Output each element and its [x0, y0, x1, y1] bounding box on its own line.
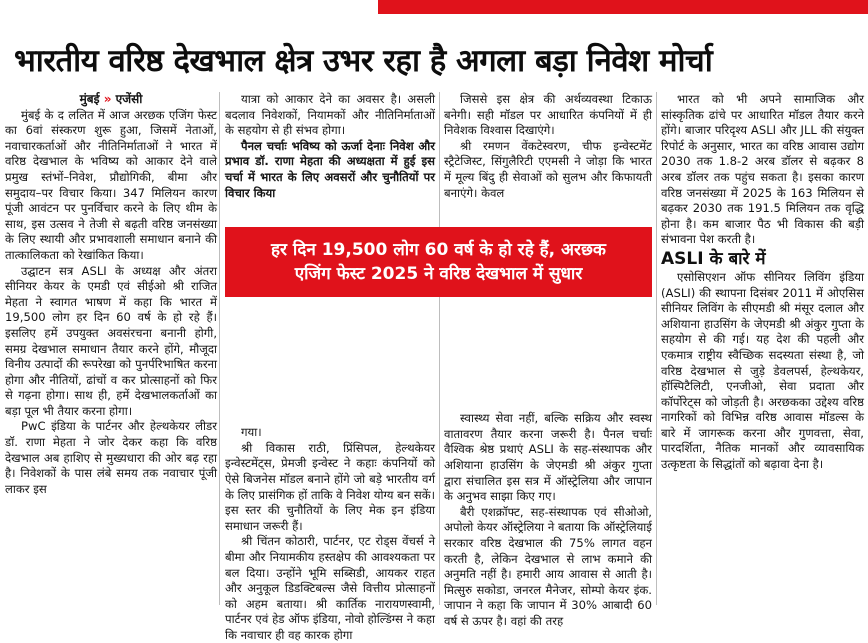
paragraph: यात्रा को आकार देने का अवसर है। असली बदलाव निवेशकों, नियामकों और नीतिनिर्माताओं के सहयोग से ही संभव होगा। — [225, 92, 435, 138]
paragraph: PwC इंडिया के पार्टनर और हेल्थकेयर लीडर डॉ. राणा मेहता ने जोर देकर कहा कि वरिष्ठ देखभाल अब हाशिए से मुख्यधारा की ओर बढ़ रहा है। निवेशकों के पास लंबे समय तक नवाचार पूंजी लाकर इस — [5, 419, 217, 496]
paragraph: मुंबई के द ललित में आज अरछक एजिंग फेस्ट का 6वां संस्करण शुरू हुआ, जिसमें नेताओं, नवाचारकर्ताओं और नीतिनिर्माताओं ने भारत में वरिष्ठ देखभाल के भविष्य को आकार देने वाले प्रमुख स्तंभों–निवेश, प्रौद्योगिकी, बीमा और समुदाय–पर विचार किया। 347 मिलियन कारण पूंजी आवंटन पर पुनर्विचार करने के लिए थीम के साथ, इस उत्सव ने तेजी से बढ़ती वरिष्ठ जनसंख्या के लिए स्थायी और प्रभावशाली समाधान बनाने की तात्कालिकता को रेखांकित किया। — [5, 107, 217, 262]
banner-line-1: हर दिन 19,500 लोग 60 वर्ष के हो रहे हैं, अरछक — [271, 240, 606, 260]
banner-line-2: एजिंग फेस्ट 2025 ने वरिष्ठ देखभाल में सुधार — [294, 264, 583, 284]
paragraph: एसोसिएशन ऑफ सीनियर लिविंग इंडिया (ASLI) की स्थापना दिसंबर 2011 में ओएसिस सीनियर लिविंग के सीएमडी श्री मंसूर दलाल और अशियाना हाउसिंग के जेएमडी श्री अंकुर गुप्ता के सहयोग से की गई। यह देश की पहली और एकमात्र राष्ट्रीय स्वैच्छिक सदस्यता संस्था है, जो वरिष्ठ देखभाल से जुड़े डेवलपर्स, हेल्थकेयर, हॉस्पिटैलिटी, एनजीओ, सेवा प्रदाता और कॉर्पोरेट्स को जोड़ती है। अरछकका उद्देश्य वरिष्ठ नागरिकों को विभिन्न वरिष्ठ आवास मॉडल्स के बारे में जागरूक करना और गुणवत्ता, सेवा, पारदर्शिता, नैतिक मानकों और व्यावसायिक उत्कृष्टता के सिद्धांतों को बढ़ावा देना है। — [661, 269, 864, 472]
paragraph: गया। — [241, 425, 262, 440]
byline — [5, 92, 217, 108]
paragraph: भारत को भी अपने सामाजिक और सांस्कृतिक ढांचे पर आधारित मॉडल तैयार करने होंगे। बाजार परिदृश्य ASLI और JLL की संयुक्त रिपोर्ट के अनुसार, भारत का वरिष्ठ आवास उद्योग 2030 तक 1.8-2 अरब डॉलर से बढ़कर 8 अरब डॉलर तक पहुंच सकता है। इसका कारण वरिष्ठ जनसंख्या में 2025 के 163 मिलियन से बढ़कर 2030 तक 191.5 मिलियन तक वृद्धि होना है। कम बाजार पैठ भी विकास की बड़ी संभावना पेश करती है। — [661, 92, 864, 247]
byline-agency: एजेंसी — [115, 92, 143, 106]
paragraph: पैनल चर्चाः भविष्य को ऊर्जा देनाः निवेश और प्रभाव डॉ. राणा मेहता की अध्यक्षता में हुई इस चर्चा में भारत के लिए अवसरों और चुनौतियों पर विचार किया — [225, 138, 435, 200]
paragraph: उद्घाटन सत्र ASLI के अध्यक्ष और अंतरा सीनियर केयर के एमडी एवं सीईओ श्री राजित मेहता ने स्वागत भाषण में कहा कि भारत में 19,500 लोग हर दिन 60 वर्ष के हो रहे हैं। इसलिए हमें उपयुक्त अवसंरचना बनानी होगी, समग्र देखभाल समाधान तैयार करने होंगे, मौजूदा विनीय उत्पादों की रूपरेखा को पुनर्परिभाषित करना होगा और नीतियों, ढांचों व कर प्रोत्साहनों को फिर से गढ़ना होगा। साथ ही, हमें देखभालकर्ताओं का बड़ा पूल भी तैयार करना होगा। — [5, 263, 217, 418]
paragraph: स्वास्थ्य सेवा नहीं, बल्कि सक्रिय और स्वस्थ वातावरण तैयार करना जरूरी है। पैनल चर्चाः वैश्विक श्रेष्ठ प्रथाएं ASLI के सह-संस्थापक और अशियाना हाउसिंग के जेएमडी श्री अंकुर गुप्ता द्वारा संचालित इस सत्र में ऑस्ट्रेलिया और जापान के अनुभव साझा किए गए। — [444, 411, 652, 504]
paragraph: बैरी एशक्रॉफ्ट, सह-संस्थापक एवं सीओओ, अपोलो केयर ऑस्ट्रेलिया ने बताया कि ऑस्ट्रेलियाई सरकार वरिष्ठ देखभाल की 75% लागत वहन करती है, लेकिन देखभाल से लाभ कमाने की अनुमति नहीं है। हमारी आय आवास से आती है। मित्सुरु सकोडा, जनरल मैनेजर, सोम्पो केयर इंक. जापान ने कहा कि जापान में 30% आबादी 60 वर्ष से ऊपर है। वहां की तरह — [444, 504, 652, 628]
column-divider — [656, 92, 657, 605]
article-headline: भारतीय वरिष्ठ देखभाल क्षेत्र उभर रहा है अगला बड़ा निवेश मोर्चा — [14, 43, 713, 79]
paragraph: जिससे इस क्षेत्र की अर्थव्यवस्था टिकाऊ बनेगी। सही मॉडल पर आधारित कंपनियों में ही निवेशक विश्वास दिखाएंगे। — [444, 92, 652, 138]
column-2 — [225, 92, 436, 642]
column-1 — [5, 92, 217, 605]
top-red-bar — [378, 0, 868, 14]
byline-city: मुंबई — [79, 92, 100, 106]
paragraph: श्री रमणन वेंकटेस्वरण, चीफ इन्वेस्टमेंट स्ट्रैटेजिस्ट, सिंगुलैरिटी एएमसी ने जोड़ा कि भारत में मूल्य बिंदु ही सेवाओं को सुलभ और किफायती बनाएंगे। केवल — [444, 138, 652, 200]
paragraph: श्री विकास राठी, प्रिंसिपल, हेल्थकेयर इन्वेस्टमेंट्स, प्रेमजी इन्वेस्ट ने कहाः कंपनियों को ऐसे बिजनेस मॉडल बनाने होंगे जो बड़े भारतीय वर्ग के लिए प्रासंगिक हों ताकि वे निवेश योग्य बन सकें। इस स्तर की चुनौतियों के लिए मेक इन इंडिया समाधान जरूरी हैं। — [225, 440, 436, 533]
highlight-banner — [225, 227, 652, 297]
paragraph: श्री चिंतन कोठारी, पार्टनर, एट रोड्स वेंचर्स ने बीमा और नियामकीय हस्तक्षेप की आवश्यकता पर बल दिया। उन्होंने भूमि सब्सिडी, आयकर राहत और अनुकूल डिडक्टिबल्स जैसे वित्तीय प्रोत्साहनों को अहम बताया। श्री कार्तिक नारायणस्वामी, पार्टनर एवं हेड ऑफ इंडिया, नोवो होल्डिंग्स ने कहा कि नवाचार ही वह कारक होगा — [225, 534, 435, 642]
column-4 — [661, 92, 864, 605]
column-divider — [219, 92, 220, 605]
section-title: ASLI के बारे में — [661, 248, 766, 269]
column-divider — [439, 92, 440, 605]
byline-arrow-icon: » — [103, 92, 112, 106]
column-3 — [444, 92, 652, 628]
